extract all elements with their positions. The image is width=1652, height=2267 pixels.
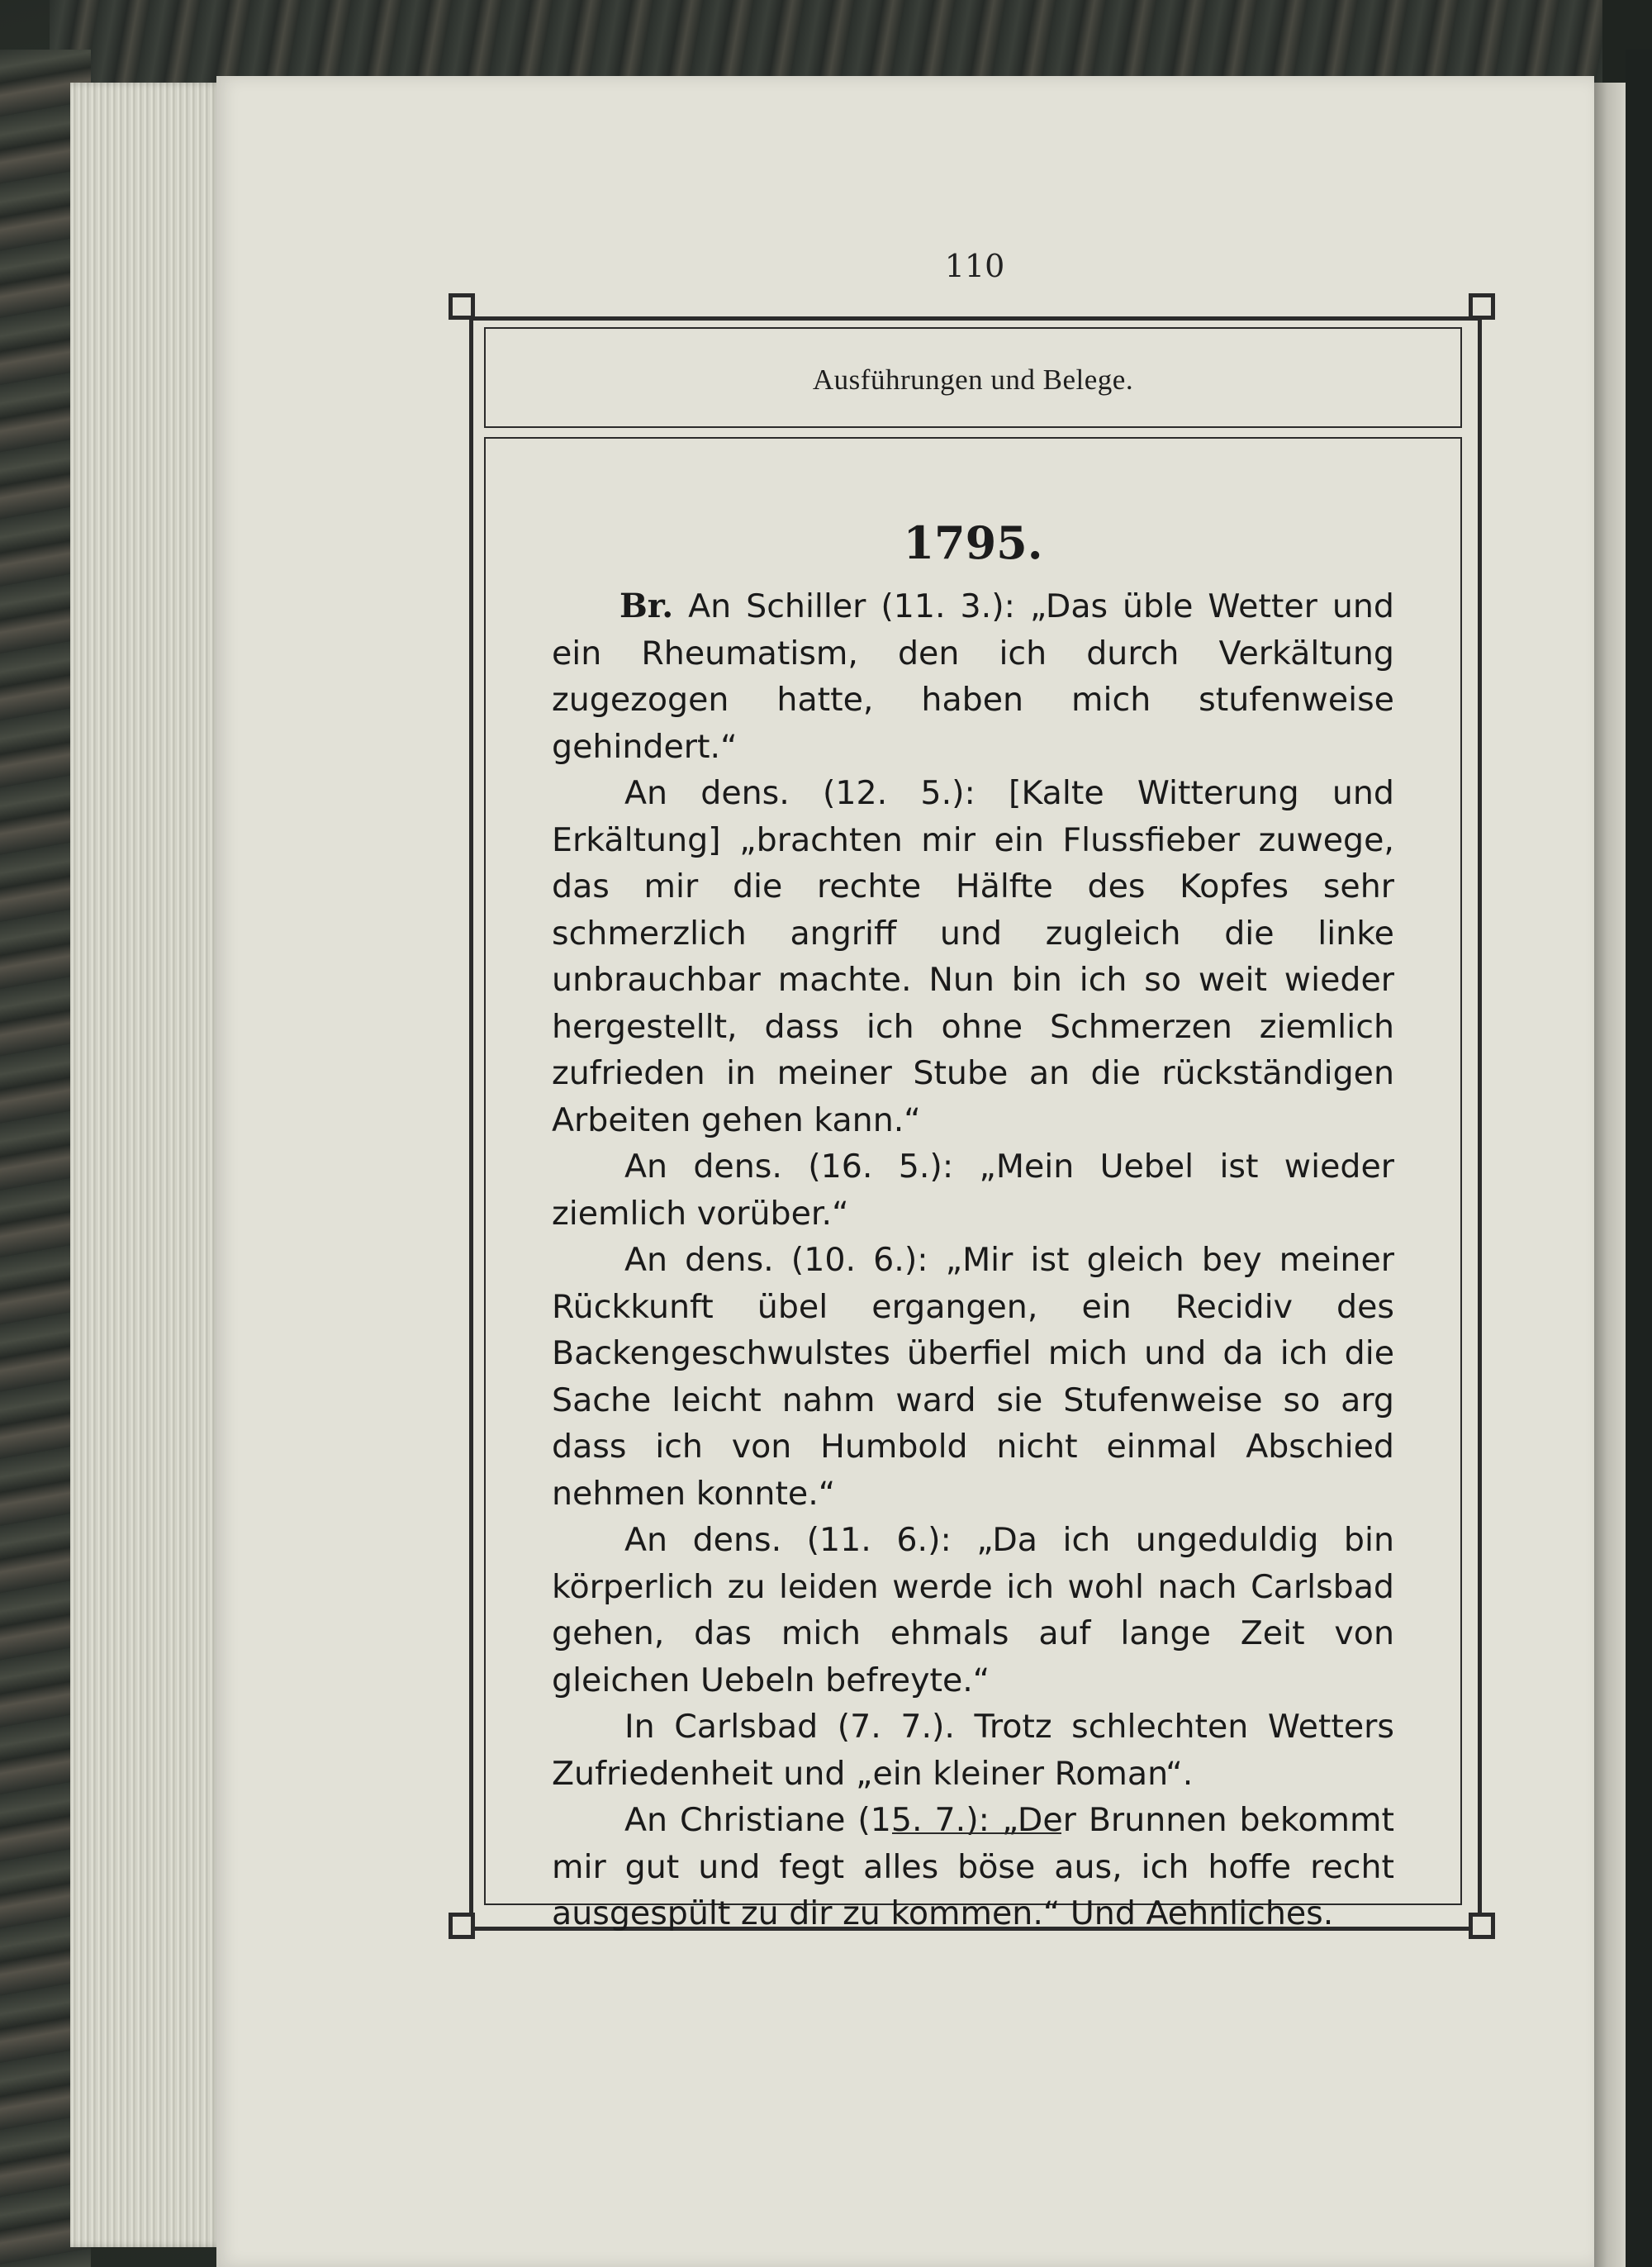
paragraph: An dens. (10. 6.): „Mir ist gleich bey meiner Rückkunft übel ergangen, ein Recidiv des Backengeschwulstes überfiel mich und da ich die Sache leicht nahm ward sie Stufenweise so arg dass ich von Humbold nicht einmal Abschied nehmen konnte.“: [552, 1241, 1394, 1513]
frame-corner-bottom-right: [1469, 1913, 1495, 1939]
cover-right: [1626, 50, 1652, 2267]
frame-corner-top-left: [449, 293, 475, 320]
abbreviation-label: Br.: [620, 587, 674, 625]
paragraph-text: An Schiller (11. 3.): „Das üble Wetter und ein Rheumatism, den ich durch Verkältung zugezogen hatte, haben mich stufenweise gehindert.“: [552, 587, 1394, 766]
paragraph: An dens. (11. 6.): „Da ich ungeduldig bin körperlich zu leiden werde ich wohl nach Carlsbad gehen, das mich ehmals auf lange Zeit von gleichen Uebeln befreyte.“: [552, 1521, 1394, 1699]
paragraph: An Christiane (15. 7.): „Der Brunnen bekommt mir gut und fegt alles böse aus, ich hoffe recht ausgespült zu dir zu kommen.“ Und Aehnliches.: [552, 1801, 1394, 1932]
section-year: 1795.: [903, 516, 1043, 569]
body-text: [552, 583, 1394, 1937]
paragraph: An dens. (16. 5.): „Mein Uebel ist wieder ziemlich vorüber.“: [552, 1148, 1394, 1233]
frame-corner-top-right: [1469, 293, 1495, 320]
paragraph: In Carlsbad (7. 7.). Trotz schlechten Wetters Zufriedenheit und „ein kleiner Roman“.: [552, 1708, 1394, 1793]
page-edges-left: [70, 83, 223, 2247]
closing-rule: [892, 1832, 1061, 1834]
paragraph: [552, 583, 1394, 770]
page-number: 110: [944, 248, 1005, 284]
paragraph: An dens. (12. 5.): [Kalte Witterung und Erkältung] „brachten mir ein Flussfieber zuwege, das mir die rechte Hälfte des Kopfes sehr schmerzlich angriff und zugleich die linke unbrauchbar machte. Nun bin ich so weit wieder hergestellt, dass ich ohne Schmerzen ziemlich zufrieden in meiner Stube an die rückständigen Arbeiten gehen kann.“: [552, 774, 1394, 1139]
page-edge-right: [1594, 83, 1627, 2267]
running-header: Ausführungen und Belege.: [812, 364, 1134, 396]
frame-corner-bottom-left: [449, 1913, 475, 1939]
